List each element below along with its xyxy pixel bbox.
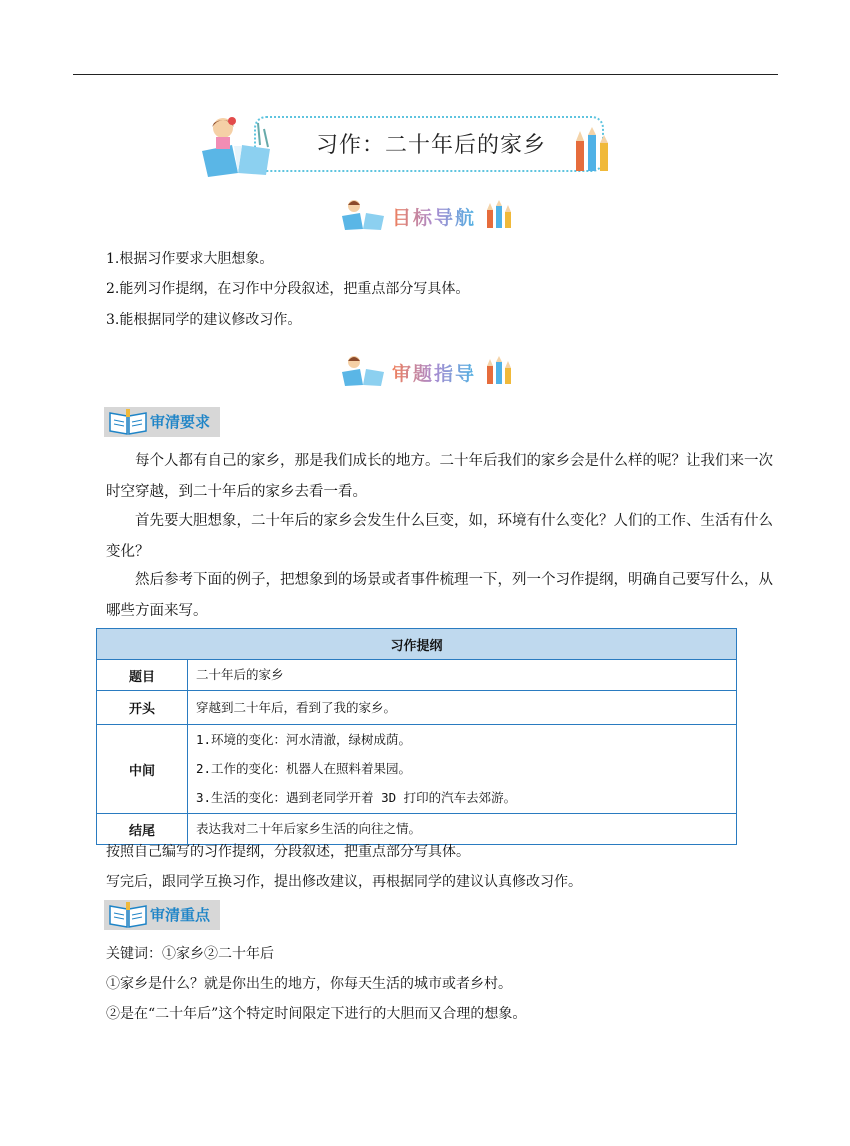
requirements-paragraph-1: 每个人都有自己的家乡，那是我们成长的地方。二十年后我们的家乡会是什么样的呢？让我们来一次时空穿越，到二十年后的家乡去看一看。 <box>106 453 773 500</box>
goal-item-2: 2.能列习作提纲，在习作中分段叙述，把重点部分写具体。 <box>106 281 470 297</box>
table-row <box>97 725 737 814</box>
reading-girl-small-icon <box>340 354 390 386</box>
row-value: 穿越到二十年后，看到了我的家乡。 <box>196 700 397 715</box>
goal-item-3: 3.能根据同学的建议修改习作。 <box>106 312 302 328</box>
reading-girl-small-icon <box>340 198 390 230</box>
row-label: 题目 <box>97 660 188 691</box>
requirements-paragraph-3: 然后参考下面的例子，把想象到的场景或者事件梳理一下，列一个习作提纲，明确自己要写什么，从哪些方面来写。 <box>106 572 773 619</box>
goals-heading: 目标导航 <box>392 203 476 230</box>
table-row <box>97 660 737 691</box>
top-rule <box>73 74 778 75</box>
row-value: 二十年后的家乡 <box>196 667 284 682</box>
key-points-line-3: ②是在“二十年后”这个特定时间限定下进行的大胆而又合理的想象。 <box>106 1006 527 1022</box>
title-banner <box>198 115 614 171</box>
key-points-line-1: 关键词：①家乡②二十年后 <box>106 946 274 962</box>
key-points-line-2: ①家乡是什么？就是你出生的地方，你每天生活的城市或者乡村。 <box>106 976 512 992</box>
row-label: 中间 <box>97 725 188 814</box>
after-table-line-1: 按照自己编写的习作提纲，分段叙述，把重点部分写具体。 <box>106 844 470 860</box>
requirements-paragraph-2: 首先要大胆想象，二十年后的家乡会发生什么巨变，如，环境有什么变化？人们的工作、生活有什么变化？ <box>106 513 773 560</box>
subheading-requirements <box>104 407 220 437</box>
pencils-small-icon <box>486 200 512 228</box>
after-table-line-2: 写完后，跟同学互换习作，提出修改建议，再根据同学的建议认真修改习作。 <box>106 874 582 890</box>
open-book-icon <box>108 409 148 435</box>
section-heading-guide <box>340 354 512 388</box>
goal-item-1: 1.根据习作要求大胆想象。 <box>106 251 274 267</box>
pencils-small-icon <box>486 356 512 384</box>
table-row <box>97 814 737 845</box>
row-value: 3.生活的变化：遇到老同学开着 3D 打印的汽车去郊游。 <box>196 790 517 805</box>
row-label: 开头 <box>97 691 188 725</box>
row-value: 表达我对二十年后家乡生活的向往之情。 <box>196 821 422 836</box>
pencils-icon <box>574 127 614 173</box>
row-label: 结尾 <box>97 814 188 845</box>
page-title: 习作：二十年后的家乡 <box>316 133 547 158</box>
row-value: 2.工作的变化：机器人在照料着果园。 <box>196 761 412 776</box>
table-row <box>97 691 737 725</box>
subheading-key-points <box>104 900 220 930</box>
key-points-heading: 审清重点 <box>150 906 211 924</box>
requirements-heading: 审清要求 <box>150 413 211 431</box>
reading-girl-icon <box>198 115 288 177</box>
row-value: 1.环境的变化：河水清澈，绿树成荫。 <box>196 732 412 747</box>
open-book-icon <box>108 902 148 928</box>
section-heading-goals <box>340 198 512 232</box>
outline-table-header: 习作提纲 <box>97 629 737 660</box>
outline-table <box>96 628 737 845</box>
guide-heading: 审题指导 <box>392 359 476 386</box>
